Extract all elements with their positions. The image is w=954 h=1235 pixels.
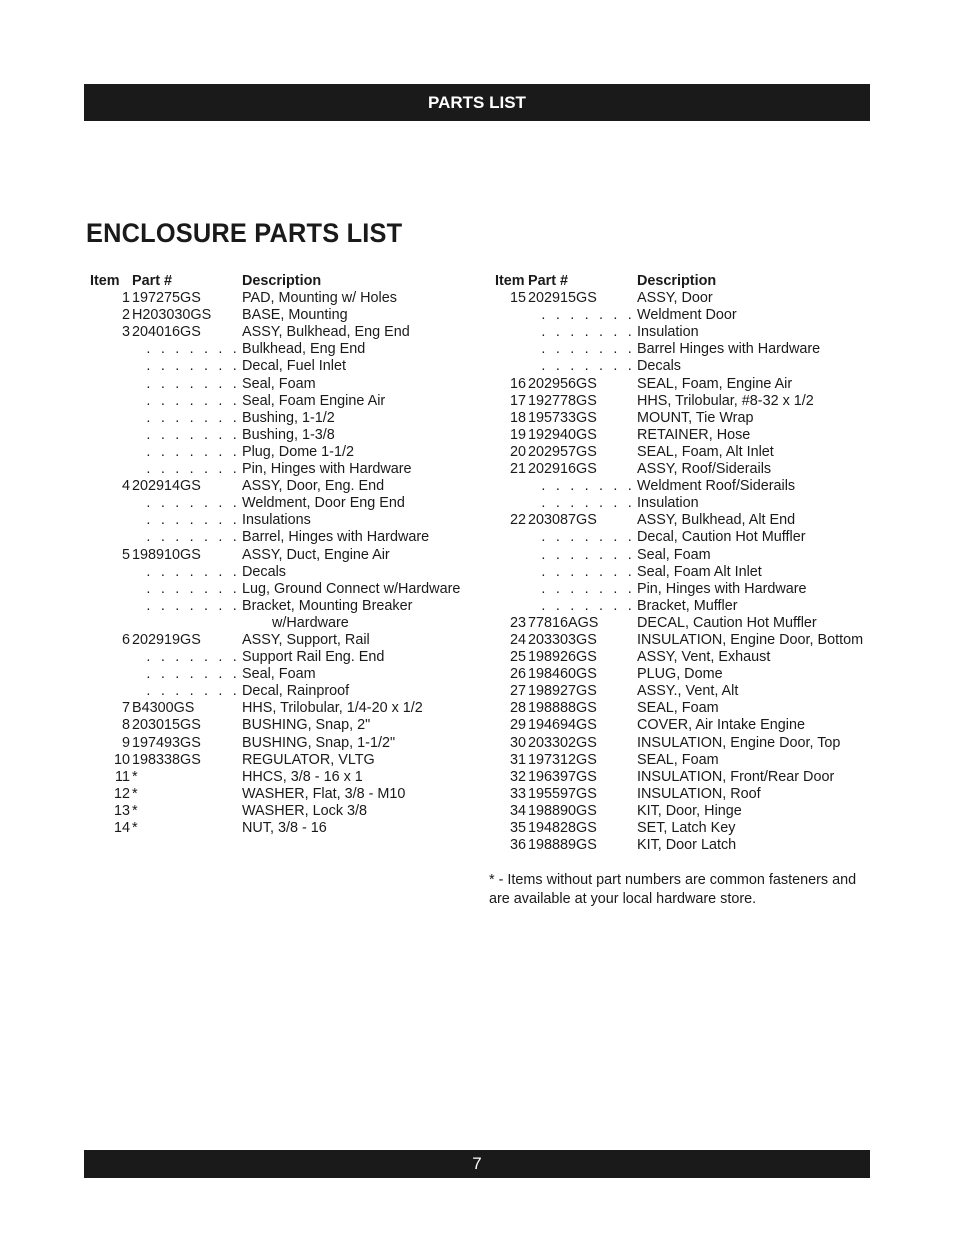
- item-number: [84, 581, 242, 598]
- item-number: [84, 393, 242, 410]
- description: ASSY, Bulkhead, Alt End: [637, 512, 796, 529]
- description: INSULATION, Roof: [637, 785, 761, 802]
- table-row: [489, 495, 863, 512]
- table-row: [84, 615, 460, 632]
- table-row: [84, 564, 460, 581]
- leader-dots: . . . . . . .: [541, 580, 635, 597]
- description: NUT, 3/8 - 16: [242, 820, 327, 836]
- part-number: 202915GS: [528, 290, 597, 307]
- item-number: [489, 307, 637, 324]
- description: Weldment Door: [637, 307, 737, 324]
- leader-dots: . . . . . . .: [146, 426, 240, 443]
- description: INSULATION, Engine Door, Top: [637, 734, 841, 751]
- description: [242, 615, 460, 632]
- part-number: 198890GS: [528, 802, 597, 819]
- column-header-description: Description: [637, 273, 717, 289]
- table-row: [489, 786, 863, 803]
- leader-dots: . . . . . . .: [146, 443, 240, 460]
- description: Bracket, Mounting Breaker: [242, 597, 413, 614]
- table-row: [489, 598, 863, 615]
- description: ASSY, Door: [637, 290, 713, 307]
- part-number: 202956GS: [528, 375, 597, 392]
- part-number: 192940GS: [528, 426, 597, 443]
- description: Barrel Hinges with Hardware: [637, 341, 821, 358]
- item-number: 27: [509, 683, 526, 700]
- description: Support Rail Eng. End: [242, 649, 385, 666]
- table-row: [84, 786, 460, 803]
- table-row: [489, 820, 863, 837]
- item-number: [489, 529, 637, 546]
- item-number: 1: [121, 290, 130, 307]
- item-number: 7: [121, 700, 130, 717]
- leader-dots: . . . . . . .: [146, 649, 240, 666]
- table-row: [84, 478, 460, 495]
- description: REGULATOR, VLTG: [242, 751, 375, 768]
- item-number: [84, 495, 242, 512]
- part-number: 197275GS: [132, 290, 201, 307]
- column-header-part: Part #: [528, 273, 568, 289]
- table-row: [489, 547, 863, 564]
- part-number: 198338GS: [132, 751, 201, 768]
- description: WASHER, Lock 3/8: [242, 802, 368, 819]
- item-number: [489, 358, 637, 375]
- table-row: [489, 564, 863, 581]
- item-number: [489, 564, 637, 581]
- table-row: [84, 358, 460, 375]
- part-number: 198888GS: [528, 700, 597, 717]
- description: Decal, Caution Hot Muffler: [637, 529, 806, 546]
- leader-dots: . . . . . . .: [146, 512, 240, 529]
- item-number: [84, 666, 242, 683]
- item-number: [84, 427, 242, 444]
- part-number: 203015GS: [132, 717, 201, 734]
- part-number: *: [132, 785, 138, 802]
- description: INSULATION, Front/Rear Door: [637, 768, 835, 785]
- description: MOUNT, Tie Wrap: [637, 409, 754, 426]
- item-number: 19: [509, 426, 526, 443]
- table-row: [489, 324, 863, 341]
- description: Seal, Foam: [242, 375, 316, 392]
- description: Decals: [637, 358, 681, 375]
- item-number: [84, 461, 242, 478]
- item-number: 18: [509, 409, 526, 426]
- table-row: [84, 495, 460, 512]
- description: KIT, Door Latch: [637, 837, 737, 854]
- item-number: [84, 376, 242, 393]
- description: SEAL, Foam, Alt Inlet: [637, 443, 774, 460]
- description: Insulations: [242, 512, 311, 529]
- table-row: [489, 376, 863, 393]
- table-row: [489, 649, 863, 666]
- part-number: H203030GS: [132, 307, 212, 324]
- item-number: 30: [509, 734, 526, 751]
- description: BASE, Mounting: [242, 307, 348, 324]
- column-header-part: Part #: [132, 273, 172, 289]
- table-row: [489, 700, 863, 717]
- leader-dots: . . . . . . .: [541, 358, 635, 375]
- leader-dots: . . . . . . .: [146, 375, 240, 392]
- item-number: [489, 495, 637, 512]
- item-number: 16: [509, 375, 526, 392]
- part-number: *: [132, 802, 138, 819]
- table-row: [489, 837, 863, 854]
- description: HHCS, 3/8 - 16 x 1: [242, 768, 363, 785]
- item-number: 26: [509, 666, 526, 683]
- leader-dots: . . . . . . .: [541, 324, 635, 341]
- item-number: [489, 341, 637, 358]
- item-number: [489, 547, 637, 564]
- table-row: [84, 717, 460, 734]
- item-number: 29: [509, 717, 526, 734]
- column-header-item: Item: [90, 273, 120, 289]
- table-row: [489, 461, 863, 478]
- description: Bulkhead, Eng End: [242, 341, 366, 358]
- leader-dots: . . . . . . .: [146, 683, 240, 700]
- header-bar: [84, 84, 870, 121]
- table-row: [84, 820, 460, 837]
- description: BUSHING, Snap, 2": [242, 717, 371, 734]
- description: Insulation: [637, 324, 699, 341]
- table-row: [84, 666, 460, 683]
- part-number: 195733GS: [528, 409, 597, 426]
- item-number: 10: [113, 751, 130, 768]
- leader-dots: . . . . . . .: [541, 529, 635, 546]
- table-row: [489, 512, 863, 529]
- part-number: 198460GS: [528, 666, 597, 683]
- table-row: [84, 683, 460, 700]
- table-row: [84, 735, 460, 752]
- table-row: [489, 478, 863, 495]
- table-row: [84, 427, 460, 444]
- table-row: [84, 461, 460, 478]
- table-row: [84, 307, 460, 324]
- item-number: 24: [509, 631, 526, 648]
- part-number: 202914GS: [132, 478, 201, 495]
- table-row: [489, 410, 863, 427]
- table-row: [84, 803, 460, 820]
- leader-dots: . . . . . . .: [541, 546, 635, 563]
- part-number: 203087GS: [528, 512, 597, 529]
- table-row: [84, 393, 460, 410]
- part-number: 198910GS: [132, 546, 201, 563]
- item-number: 21: [509, 461, 526, 478]
- item-number: 33: [509, 785, 526, 802]
- column-header-item: Item: [495, 273, 525, 289]
- part-number: 197312GS: [528, 751, 597, 768]
- description: BUSHING, Snap, 1-1/2": [242, 734, 396, 751]
- table-row: [84, 598, 460, 615]
- description: ASSY, Bulkhead, Eng End: [242, 324, 410, 341]
- parts-table-left-body: [84, 290, 460, 837]
- item-number: [84, 358, 242, 375]
- part-number: 198927GS: [528, 683, 597, 700]
- item-number: 15: [509, 290, 526, 307]
- description: Bracket, Muffler: [637, 597, 738, 614]
- table-row: [489, 769, 863, 786]
- leader-dots: . . . . . . .: [541, 307, 635, 324]
- part-number: 202916GS: [528, 461, 597, 478]
- description: INSULATION, Engine Door, Bottom: [637, 631, 864, 648]
- table-row: [84, 769, 460, 786]
- parts-table-right: [489, 273, 863, 854]
- description: SEAL, Foam, Engine Air: [637, 375, 793, 392]
- item-number: 22: [509, 512, 526, 529]
- item-number: 14: [113, 820, 130, 836]
- item-number: 17: [509, 392, 526, 409]
- table-row: [489, 752, 863, 769]
- item-number: [84, 410, 242, 427]
- item-number: 35: [509, 820, 526, 836]
- description: SEAL, Foam: [637, 700, 719, 717]
- item-number: [489, 324, 637, 341]
- page-title: ENCLOSURE PARTS LIST: [86, 218, 403, 248]
- table-row: [84, 581, 460, 598]
- description: Bushing, 1-3/8: [242, 426, 335, 443]
- part-number: 203303GS: [528, 631, 597, 648]
- leader-dots: . . . . . . .: [146, 461, 240, 478]
- item-number: 9: [121, 734, 130, 751]
- description: Insulation: [637, 495, 699, 512]
- leader-dots: . . . . . . .: [146, 409, 240, 426]
- leader-dots: . . . . . . .: [146, 529, 240, 546]
- description: ASSY, Support, Rail: [242, 631, 370, 648]
- part-number: *: [132, 820, 138, 836]
- leader-dots: . . . . . . .: [541, 597, 635, 614]
- item-number: [489, 598, 637, 615]
- table-header-row: [84, 273, 460, 290]
- column-header-description: Description: [242, 273, 322, 289]
- description: SEAL, Foam: [637, 751, 719, 768]
- description: Barrel, Hinges with Hardware: [242, 529, 430, 546]
- table-row: [84, 752, 460, 769]
- table-row: [84, 444, 460, 461]
- parts-table-right-body: [489, 290, 863, 854]
- description: PLUG, Dome: [637, 666, 723, 683]
- table-row: [489, 683, 863, 700]
- part-number: 195597GS: [528, 785, 597, 802]
- leader-dots: . . . . . . .: [541, 495, 635, 512]
- description: Seal, Foam: [637, 546, 711, 563]
- part-number: 194828GS: [528, 820, 597, 836]
- part-number: 196397GS: [528, 768, 597, 785]
- leader-dots: . . . . . . .: [146, 580, 240, 597]
- part-number: 198926GS: [528, 649, 597, 666]
- description: Decals: [242, 563, 286, 580]
- item-number: 25: [509, 649, 526, 666]
- description: ASSY, Roof/Siderails: [637, 461, 772, 478]
- item-number: [84, 683, 242, 700]
- part-number: 203302GS: [528, 734, 597, 751]
- description: SET, Latch Key: [637, 820, 736, 836]
- table-row: [84, 376, 460, 393]
- table-row: [84, 290, 460, 307]
- table-row: [84, 700, 460, 717]
- leader-dots: . . . . . . .: [541, 563, 635, 580]
- item-number: [84, 512, 242, 529]
- table-row: [84, 632, 460, 649]
- item-number: 12: [113, 785, 130, 802]
- table-row: [489, 427, 863, 444]
- description: WASHER, Flat, 3/8 - M10: [242, 785, 406, 802]
- leader-dots: . . . . . . .: [146, 666, 240, 683]
- part-number: 202957GS: [528, 443, 597, 460]
- table-row: [84, 529, 460, 546]
- item-number: [84, 649, 242, 666]
- description: Decal, Rainproof: [242, 683, 350, 700]
- table-row: [84, 512, 460, 529]
- item-number: [84, 598, 242, 615]
- table-row: [489, 735, 863, 752]
- description: Lug, Ground Connect w/Hardware: [242, 580, 461, 597]
- description: ASSY, Duct, Engine Air: [242, 546, 390, 563]
- table-header-row: [489, 273, 863, 290]
- table-row: [84, 649, 460, 666]
- description: Plug, Dome 1-1/2: [242, 443, 354, 460]
- description: Bushing, 1-1/2: [242, 409, 335, 426]
- part-number: 198889GS: [528, 837, 597, 854]
- footnote: * - Items without part numbers are common fasteners and are available at your local hardware store.: [489, 872, 857, 907]
- table-row: [489, 444, 863, 461]
- table-row: [489, 581, 863, 598]
- item-number: [84, 529, 242, 546]
- description: Seal, Foam Alt Inlet: [637, 563, 762, 580]
- item-number: [489, 581, 637, 598]
- part-number: B4300GS: [132, 700, 195, 717]
- table-row: [84, 410, 460, 427]
- part-number: 202919GS: [132, 631, 201, 648]
- table-row: [489, 393, 863, 410]
- leader-dots: . . . . . . .: [146, 392, 240, 409]
- description: Decal, Fuel Inlet: [242, 358, 346, 375]
- table-row: [489, 529, 863, 546]
- item-number: 11: [115, 768, 130, 785]
- item-number: 6: [121, 631, 130, 648]
- table-row: [489, 632, 863, 649]
- item-number: 3: [121, 324, 130, 341]
- part-number: [132, 615, 242, 632]
- item-number: [489, 478, 637, 495]
- part-number: 197493GS: [132, 734, 201, 751]
- item-number: 32: [509, 768, 526, 785]
- leader-dots: . . . . . . .: [541, 341, 635, 358]
- description: Pin, Hinges with Hardware: [637, 580, 807, 597]
- table-row: [489, 341, 863, 358]
- table-row: [84, 341, 460, 358]
- description: ASSY, Vent, Exhaust: [637, 649, 771, 666]
- description: KIT, Door, Hinge: [637, 802, 742, 819]
- leader-dots: . . . . . . .: [541, 478, 635, 495]
- table-row: [489, 358, 863, 375]
- description: HHS, Trilobular, #8-32 x 1/2: [637, 392, 814, 409]
- description-continuation: w/Hardware: [272, 614, 349, 631]
- item-number: 31: [509, 751, 526, 768]
- footer-bar: [84, 1150, 870, 1178]
- item-number: 8: [121, 717, 130, 734]
- item-number: 4: [121, 478, 130, 495]
- part-number: 192778GS: [528, 392, 597, 409]
- description: ASSY., Vent, Alt: [637, 683, 739, 700]
- item-number: 34: [509, 802, 526, 819]
- description: Weldment, Door Eng End: [242, 495, 405, 512]
- leader-dots: . . . . . . .: [146, 495, 240, 512]
- item-number: 13: [113, 802, 130, 819]
- description: Seal, Foam Engine Air: [242, 392, 386, 409]
- table-row: [489, 717, 863, 734]
- leader-dots: . . . . . . .: [146, 597, 240, 614]
- item-number: 5: [121, 546, 130, 563]
- table-row: [489, 307, 863, 324]
- description: HHS, Trilobular, 1/4-20 x 1/2: [242, 700, 423, 717]
- item-number: [84, 615, 132, 632]
- table-row: [84, 324, 460, 341]
- part-number: 194694GS: [528, 717, 597, 734]
- table-row: [489, 803, 863, 820]
- page-number: 7: [472, 1154, 482, 1173]
- description: COVER, Air Intake Engine: [637, 717, 805, 734]
- item-number: 20: [509, 443, 526, 460]
- item-number: [84, 564, 242, 581]
- leader-dots: . . . . . . .: [146, 341, 240, 358]
- description: PAD, Mounting w/ Holes: [242, 290, 397, 307]
- item-number: 2: [121, 307, 130, 324]
- table-row: [489, 666, 863, 683]
- part-number: 77816AGS: [528, 614, 599, 631]
- item-number: [84, 341, 242, 358]
- parts-table-left: [84, 273, 460, 837]
- table-row: [489, 615, 863, 632]
- item-number: 36: [509, 837, 526, 854]
- table-row: [489, 290, 863, 307]
- leader-dots: . . . . . . .: [146, 563, 240, 580]
- item-number: 28: [509, 700, 526, 717]
- description: Weldment Roof/Siderails: [637, 478, 796, 495]
- description: DECAL, Caution Hot Muffler: [637, 614, 817, 631]
- item-number: 23: [509, 614, 526, 631]
- part-number: *: [132, 768, 138, 785]
- description: Pin, Hinges with Hardware: [242, 461, 412, 478]
- description: ASSY, Door, Eng. End: [242, 478, 385, 495]
- part-number: 204016GS: [132, 324, 201, 341]
- description: RETAINER, Hose: [637, 426, 751, 443]
- table-row: [84, 547, 460, 564]
- item-number: [84, 444, 242, 461]
- description: Seal, Foam: [242, 666, 316, 683]
- leader-dots: . . . . . . .: [146, 358, 240, 375]
- header-title: PARTS LIST: [428, 93, 526, 112]
